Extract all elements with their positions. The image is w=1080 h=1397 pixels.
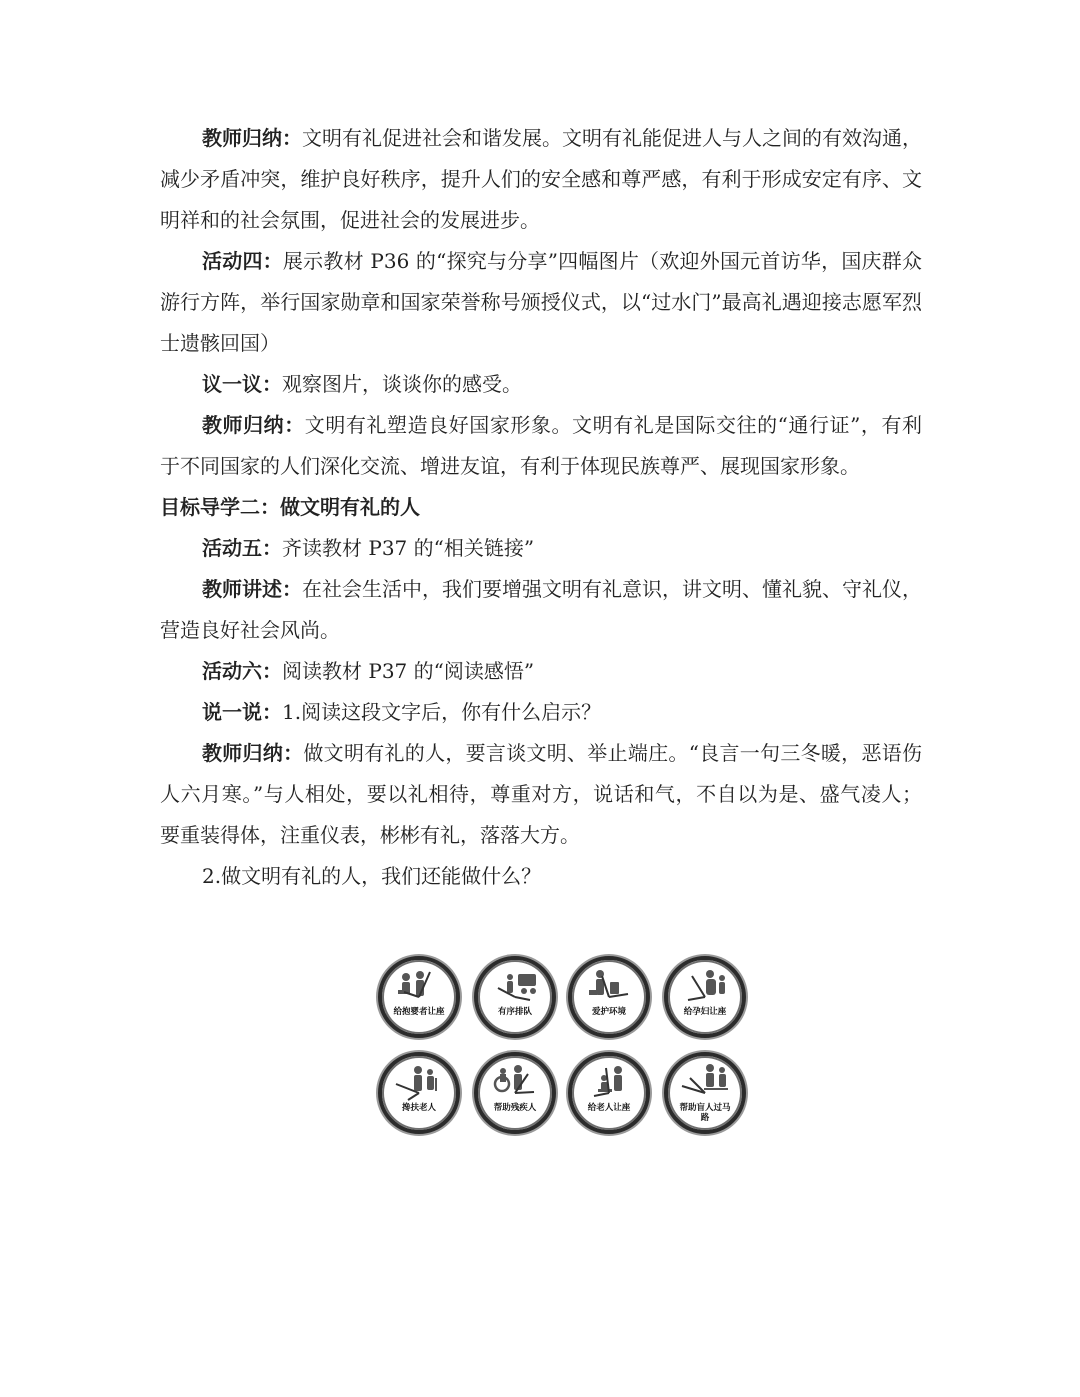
paragraph-speak (160, 692, 922, 733)
badge-clock (474, 956, 556, 1038)
paragraph-text: 齐读教材 P37 的“相关链接” (282, 536, 535, 560)
paragraph-text: 在社会生活中，我们要增强文明有礼意识，讲文明、懂礼貌、守礼仪，营造良好社会风尚。 (160, 577, 922, 642)
paragraph-activity-4 (160, 241, 922, 364)
badge-label: 给孕妇让座 (683, 1007, 727, 1017)
badge-clock (378, 1052, 460, 1134)
badge-label: 搀扶老人 (401, 1103, 436, 1113)
clock-figure-icon (478, 960, 552, 1034)
paragraph-lead: 活动四： (202, 249, 283, 273)
paragraph-lead: 议一议： (202, 372, 282, 396)
paragraph-lead: 教师归纳： (202, 126, 302, 150)
paragraph-teacher-talk (160, 569, 922, 651)
badge-label: 有序排队 (497, 1007, 532, 1017)
paragraph-teacher-summary-2 (160, 405, 922, 487)
paragraph-text: 展示教材 P36 的“探究与分享”四幅图片（欢迎外国元首访华，国庆群众游行方阵，举行国家勋章和国家荣誉称号颁授仪式，以“过水门”最高礼遇迎接志愿军烈士遗骸回国） (160, 249, 922, 355)
paragraph-lead: 活动六： (202, 659, 282, 683)
paragraph-text: 1.阅读这段文字后，你有什么启示？ (282, 700, 602, 724)
document-page (160, 118, 922, 897)
badge-clock (474, 1052, 556, 1134)
paragraph-lead: 教师讲述： (202, 577, 302, 601)
clock-figure-icon (382, 1056, 456, 1130)
paragraph-activity-6 (160, 651, 922, 692)
paragraph-lead: 教师归纳： (202, 413, 305, 437)
paragraph-text: 阅读教材 P37 的“阅读感悟” (282, 659, 535, 683)
paragraph-discuss (160, 364, 922, 405)
badge-clock (568, 956, 650, 1038)
clock-figure-icon (478, 1056, 552, 1130)
badge-label: 帮助盲人过马路 (679, 1103, 731, 1123)
badge-label: 给老人让座 (587, 1103, 631, 1113)
clock-figure-icon (382, 960, 456, 1034)
badge-label: 帮助残疾人 (493, 1103, 537, 1113)
paragraph-lead: 说一说： (202, 700, 282, 724)
paragraph-teacher-summary-3 (160, 733, 922, 856)
etiquette-badge-grid (374, 952, 754, 1142)
question-2: 2.做文明有礼的人，我们还能做什么？ (202, 864, 542, 888)
badge-label: 给抱婴者让座 (393, 1007, 445, 1017)
clock-figure-icon (668, 960, 742, 1034)
paragraph-lead: 教师归纳： (202, 741, 304, 765)
paragraph-teacher-summary-1 (160, 118, 922, 241)
badge-label: 爱护环境 (591, 1007, 626, 1017)
clock-figure-icon (572, 1056, 646, 1130)
paragraph-text: 观察图片，谈谈你的感受。 (282, 372, 522, 396)
clock-figure-icon (572, 960, 646, 1034)
badge-clock (664, 1052, 746, 1134)
section-heading: 目标导学二：做文明有礼的人 (160, 495, 420, 519)
badge-clock (664, 956, 746, 1038)
paragraph-text: 文明有礼促进社会和谐发展。文明有礼能促进人与人之间的有效沟通，减少矛盾冲突，维护良好秩序，提升人们的安全感和尊严感，有利于形成安定有序、文明祥和的社会氛围，促进社会的发展进步。 (160, 126, 922, 232)
paragraph-text: 文明有礼塑造良好国家形象。文明有礼是国际交往的“通行证”，有利于不同国家的人们深化交流、增进友谊，有利于体现民族尊严、展现国家形象。 (160, 413, 923, 478)
paragraph-activity-5 (160, 528, 922, 569)
paragraph-lead: 活动五： (202, 536, 282, 560)
paragraph-text: 做文明有礼的人，要言谈文明、举止端庄。“良言一句三冬暖，恶语伤人六月寒。”与人相处，要以礼相待，尊重对方，说话和气，不自以为是、盛气凌人； 要重装得体，注重仪表，彬彬有礼，落落大方。 (160, 741, 923, 847)
badge-clock (568, 1052, 650, 1134)
badge-clock (378, 956, 460, 1038)
